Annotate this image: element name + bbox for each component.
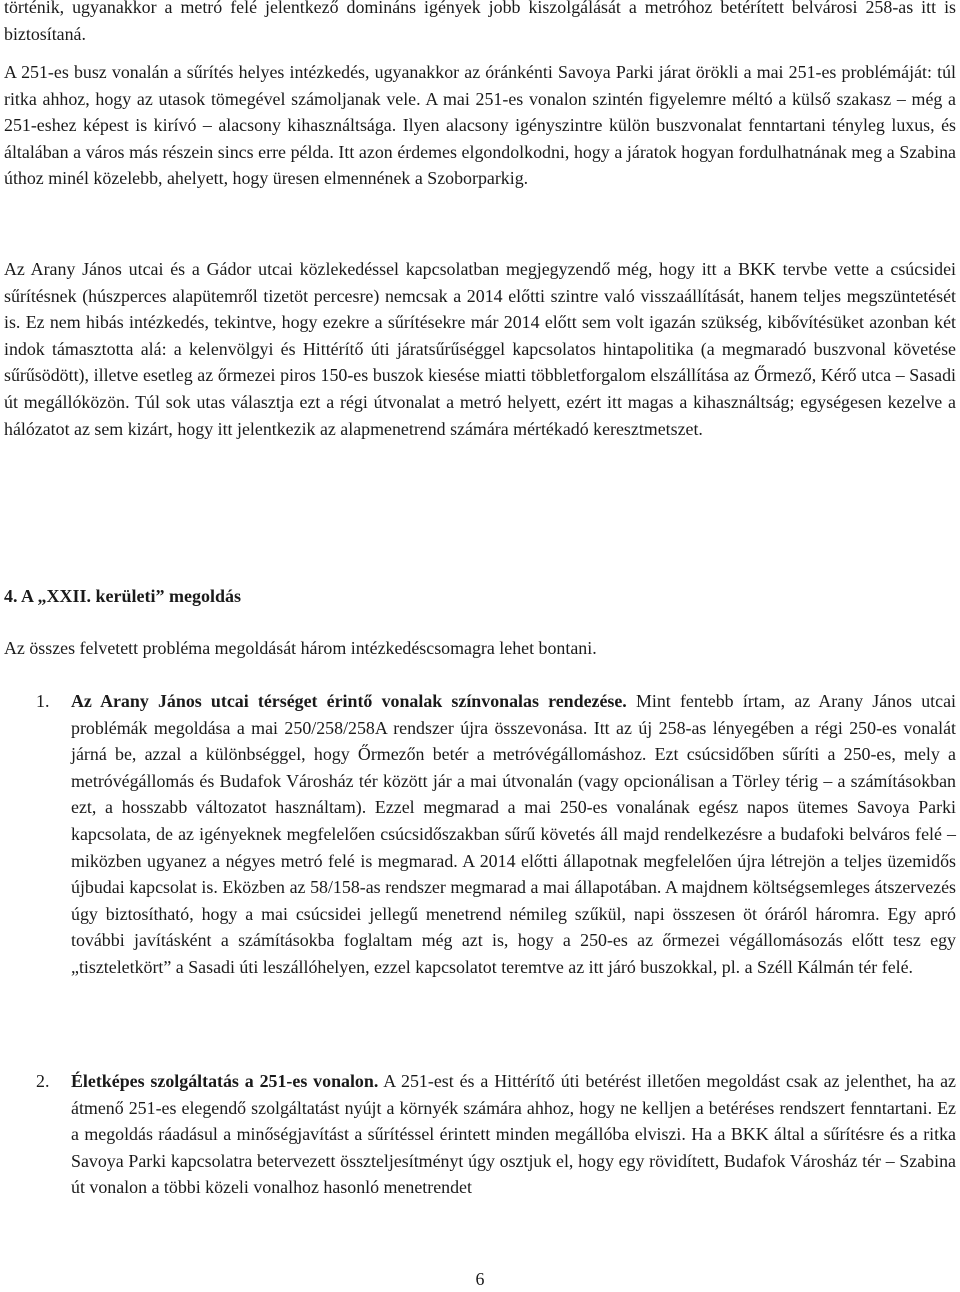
paragraph-continuation: történik, ugyanakkor a metró felé jelentkező domináns igények jobb kiszolgálását a metróhoz betérített belvárosi 258-as itt is biztosítaná.: [4, 0, 956, 44]
paragraph-arany-janos: Az Arany János utcai és a Gádor utcai közlekedéssel kapcsolatban megjegyzendő még, hogy itt a BKK tervbe vette a csúcsidei sűrítésnek (húszperces alapütemről tizetöt percesre) nemcsak a 2014 előtti szintre való visszaállítását, hanem teljes megszüntetését is. Ez nem hibás intézkedés, tekintve, hogy ezekre a sűrítésekre már 2014 előtt sem volt igazán szükség, kibővítésüket azonban két indok támasztotta alá: a kelenvölgyi és Hittérítő úti járatsűrűséggel kapcsolatos hintapolitika (a megmaradó buszvonal követése sűrűsödött), illetve esetleg az őrmezei piros 150-es buszok kiesése miatti többletforgalom elszállítása az Őrmező, Kérő utca – Sasadi út megállóközön. Túl sok utas választja ezt a régi útvonalat a metró helyett, ezért itt magas a kihasználtság; egységesen kezelve a hálózatot az sem kizárt, hogy itt jelentkezik az alapmenetrend számára mértékadó keresztmetszet.: [4, 259, 956, 439]
list-item-1-body: Mint fentebb írtam, az Arany János utcai problémák megoldása a mai 250/258/258A rendszer újra összevonása. Itt az új 258-as lényegében a régi 250-es vonalát járná be, azzal a különbséggel, hogy Őrmezőn betér a metróvégállomáshoz. Ezt csúcsidőben sűríti a 250-es, mely a metróvégállomás és Budafok Városház tér között jár a mai útvonalán (vagy opcionálisan a Törley térig – a számításokban ezt, a hosszabb változatot használtam). Ezzel megmarad a mai 250-es vonalának egész napos ütemes Savoya Parki kapcsolata, de az igényeknek megfelelően csúcsidőszakban sűrű követés áll majd rendelkezésre a budafoki belváros felé – miközben ugyanez a négyes metró felé is megmarad. A 2014 előtti állapotnak megfelelően újra létrejön a teljes üzemidős újbudai kapcsolat is. Eközben az 58/158-as rendszer megmarad a mai állapotában. A majdnem költségsemleges átszervezés úgy biztosítható, hogy a mai csúcsidei jellegű menetrend némileg szűkül, napi összesen öt óráról háromra. Egy apró további javításként a számításokba foglaltam még azt is, hogy a 250-es az őrmezei végállomásozás előtt tesz egy „tiszteletkört” a Sasadi úti leszállóhelyen, ezzel kapcsolatot teremtve az itt járó buszokkal, pl. a Széll Kálmán tér felé.: [71, 691, 956, 977]
list-item-2-title: Életképes szolgáltatás a 251-es vonalon.: [71, 1071, 379, 1091]
page-number: 6: [475, 1269, 485, 1289]
list-number-1: 1.: [36, 691, 50, 711]
list-item-2-body: A 251-est és a Hittérítő úti betérést illetően megoldást csak az jelenthet, ha az átmenő 251-es elegendő szolgáltatást nyújt a környék számára ahhoz, hogy ne kelljen a betéréses rendszert fenntartani. Ez a megoldás ráadásul a minőségjavítást a sűrítéssel érintett minden megállóba elviszi. Ha a BKK által a sűrítésre és a ritka Savoya Parki kapcsolatra betervezett összteljesítményt úgy osztjuk el, hogy egy rövidített, Budafok Városház tér – Szabina út vonalon a többi közeli vonalhoz hasonló menetrendet: [71, 1071, 956, 1198]
list-item-1: [71, 688, 956, 981]
list-item-2: [71, 1068, 956, 1201]
list-item-1-title: Az Arany János utcai térséget érintő vonalak színvonalas rendezése.: [71, 691, 627, 711]
section-intro: Az összes felvetett probléma megoldását három intézkedéscsomagra lehet bontani.: [4, 638, 597, 658]
paragraph-251-bus: A 251-es busz vonalán a sűrítés helyes intézkedés, ugyanakkor az óránkénti Savoya Parki járat örökli a mai 251-es problémáját: túl ritka ahhoz, hogy az utasok tömegével számoljanak vele. A mai 251-es vonalon szintén figyelemre méltó a külső szakasz – még a 251-eshez képest is kirívó – alacsony kihasználtsága. Ilyen alacsony igényszintre külön buszvonalat fenntartani tényleg luxus, és általában a város más részein sincs erre példa. Itt azon érdemes elgondolkodni, hogy a járatok hogyan fordulhatnának meg a Szabina úthoz minél közelebb, ahelyett, hogy üresen elmennének a Szoborparkig.: [4, 62, 956, 189]
section-heading: 4. A „XXII. kerületi” megoldás: [4, 586, 242, 606]
list-number-2: 2.: [36, 1071, 50, 1091]
